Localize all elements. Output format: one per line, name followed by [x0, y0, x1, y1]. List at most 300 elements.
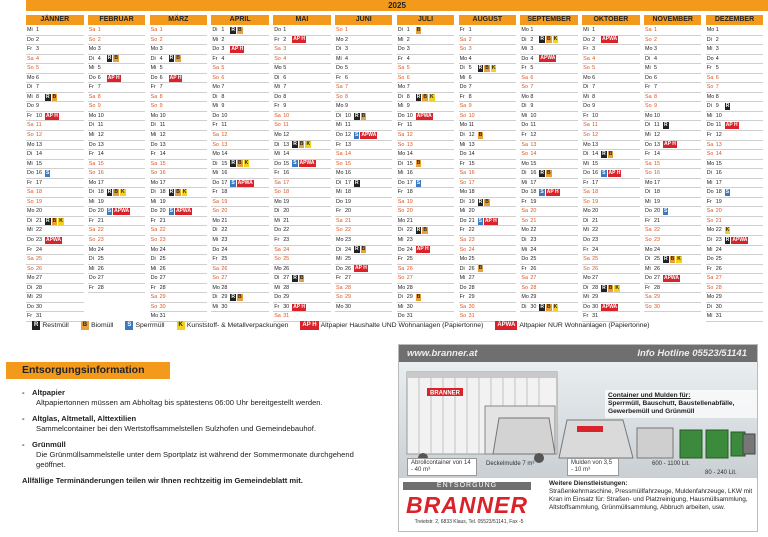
day-row [706, 293, 764, 303]
ad-services [549, 480, 753, 512]
day-number: 17 [468, 179, 475, 186]
day-number: 7 [36, 84, 39, 91]
day-row [335, 55, 393, 65]
weekday-label: So [521, 151, 528, 158]
day-row [150, 255, 208, 265]
day-row [397, 26, 455, 36]
legend-label: Altpapier NUR Wohnanlagen (Papiertonne) [519, 321, 650, 329]
day-number: 11 [468, 122, 475, 129]
day-number: 18 [36, 189, 42, 196]
weekday-label: Mi [88, 65, 95, 72]
day-number: 3 [715, 46, 719, 53]
day-number: 4 [97, 55, 101, 62]
weekday-label: Do [583, 36, 591, 43]
day-number: 31 [592, 313, 599, 320]
day-row [211, 293, 269, 303]
day-number: 23 [221, 237, 228, 244]
weekday-label: So [27, 198, 34, 205]
month-column [335, 15, 393, 322]
weekday-label: Mi [397, 103, 404, 110]
day-number: 4 [592, 55, 596, 62]
day-row [644, 236, 702, 246]
weekday-label: Sa [212, 65, 219, 72]
day-number: 22 [36, 227, 42, 234]
day-row [397, 169, 455, 179]
weekday-label: Mi [88, 132, 95, 139]
day-row [520, 102, 578, 112]
month-column [150, 15, 208, 322]
day-number: 6 [283, 74, 287, 81]
day-row [211, 236, 269, 246]
day-number: 7 [221, 84, 225, 91]
weekday-label: Sa [459, 303, 467, 310]
day-row [459, 217, 517, 227]
weekday-label: Sa [88, 27, 96, 33]
weekday-label: Sa [212, 198, 219, 205]
weekday-label: Do [335, 132, 343, 139]
day-row [88, 246, 146, 256]
day-number: 1 [221, 27, 225, 33]
day-number: 12 [97, 132, 104, 139]
day-row [706, 45, 764, 55]
day-number: 9 [653, 103, 657, 110]
day-number: 8 [406, 93, 410, 100]
weekday-label: Sa [706, 141, 714, 148]
day-number: 2 [406, 36, 410, 43]
collection-badge-apwa: APWA [602, 303, 618, 310]
weekday-label: So [644, 237, 652, 244]
collection-badge-r: R [416, 93, 421, 100]
collection-badge-r: R [107, 55, 112, 62]
weekday-label: Do [274, 294, 282, 301]
month-column [88, 15, 146, 322]
day-number: 7 [653, 84, 657, 91]
day-row [520, 141, 578, 151]
weekday-label: So [88, 237, 96, 244]
collection-badge-b: B [238, 160, 242, 167]
day-number: 1 [592, 27, 596, 33]
day-number: 27 [406, 275, 413, 282]
day-number: 2 [468, 36, 472, 43]
day-number: 13 [97, 141, 104, 148]
day-number: 10 [283, 112, 290, 119]
day-number: 22 [283, 227, 290, 234]
weekday-label: Mo [88, 246, 97, 253]
day-row [273, 150, 331, 160]
day-number: 2 [221, 36, 225, 43]
weekday-label: Mi [644, 132, 651, 139]
day-row [335, 93, 393, 103]
day-number: 1 [530, 27, 534, 33]
day-row [706, 236, 764, 246]
weekday-label: Sa [150, 294, 158, 301]
day-number: 12 [530, 132, 537, 139]
day-number: 30 [653, 303, 660, 310]
day-number: 16 [406, 170, 413, 177]
day-number: 3 [221, 46, 225, 53]
day-number: 7 [530, 84, 534, 91]
weekday-label: Do [583, 237, 591, 244]
collection-badge-s: S [231, 179, 235, 186]
weekday-label: Fr [459, 160, 465, 167]
day-number: 11 [530, 122, 536, 129]
weekday-label: So [27, 65, 34, 72]
collection-badge-b: B [416, 160, 421, 167]
day-row [397, 303, 455, 313]
weekday-label: Mo [335, 237, 344, 244]
day-row [211, 45, 269, 55]
day-row [88, 188, 146, 198]
day-number: 4 [530, 55, 534, 62]
day-number: 13 [283, 141, 290, 148]
day-row [582, 26, 640, 36]
weekday-label: Sa [583, 189, 590, 196]
day-number: 16 [530, 170, 537, 177]
day-number: 20 [468, 208, 475, 215]
day-number: 10 [530, 112, 537, 119]
day-number: 16 [715, 170, 722, 177]
day-number: 2 [530, 36, 534, 43]
weekday-label: Mo [274, 265, 282, 272]
day-number: 1 [159, 27, 163, 33]
day-row [211, 303, 269, 313]
day-number: 22 [221, 227, 228, 234]
collection-badge-s: S [46, 169, 50, 176]
collection-badge-s: S [293, 160, 297, 167]
day-row [706, 102, 764, 112]
weekday-label: Sa [397, 265, 405, 272]
weekday-label: Do [397, 313, 405, 320]
ad-url[interactable]: www.branner.at [407, 348, 478, 359]
day-row [397, 179, 455, 189]
day-row [582, 102, 640, 112]
day-number: 8 [221, 93, 225, 100]
day-number: 22 [344, 227, 351, 234]
day-row [459, 141, 517, 151]
weekday-label: Mi [583, 93, 589, 100]
day-row [150, 150, 208, 160]
day-row [397, 274, 455, 284]
weekday-label: Fr [706, 198, 712, 205]
day-number: 1 [36, 27, 39, 33]
day-number: 8 [592, 93, 596, 100]
day-number: 24 [283, 246, 290, 253]
day-row [273, 255, 331, 265]
weekday-label: Mo [212, 284, 220, 291]
collection-badge-b: B [485, 198, 489, 205]
day-row [26, 303, 84, 313]
day-row [335, 265, 393, 275]
day-row [211, 64, 269, 74]
day-row [150, 160, 208, 170]
day-number: 3 [344, 46, 348, 53]
legend-item [300, 321, 483, 330]
day-number: 26 [592, 265, 599, 272]
day-row [88, 121, 146, 131]
weekday-label: Do [644, 74, 652, 81]
day-number: 29 [715, 294, 722, 301]
day-number: 29 [36, 294, 42, 301]
day-number: 13 [592, 141, 599, 148]
day-number: 26 [530, 265, 537, 272]
day-number: 31 [159, 313, 166, 320]
day-row [26, 226, 84, 236]
day-number: 26 [36, 265, 42, 272]
weekday-label: Mi [706, 179, 713, 186]
day-row [520, 265, 578, 275]
weekday-label: Mi [274, 84, 280, 91]
weekday-label: Mi [397, 170, 404, 177]
day-number: 21 [221, 217, 228, 224]
legend-item [32, 321, 69, 330]
day-row [706, 64, 764, 74]
day-number: 17 [592, 179, 599, 186]
weekday-label: Mo [521, 294, 529, 301]
weekday-label: So [27, 132, 34, 139]
day-row [26, 217, 84, 227]
weekday-label: Di [88, 256, 94, 263]
day-row [273, 179, 331, 189]
weekday-label: Sa [706, 275, 714, 282]
day-number: 12 [468, 132, 475, 139]
day-row [211, 74, 269, 84]
day-row [397, 160, 455, 170]
weekday-label: Mi [521, 246, 528, 253]
weekday-label: Sa [459, 103, 467, 110]
day-number: 30 [592, 303, 599, 310]
day-number: 7 [592, 84, 596, 91]
day-number: 23 [715, 237, 722, 244]
day-number: 5 [159, 65, 163, 72]
day-number: 20 [653, 208, 660, 215]
weekday-label: Mo [212, 217, 220, 224]
weekday-label: Fr [150, 151, 156, 158]
day-number: 8 [468, 93, 472, 100]
day-row [644, 246, 702, 256]
day-number: 26 [653, 265, 660, 272]
day-number: 26 [344, 265, 351, 272]
legend-label: Sperrmüll [135, 321, 165, 329]
day-row [211, 217, 269, 227]
day-row [150, 188, 208, 198]
weekday-label: Fr [212, 55, 218, 62]
day-number: 15 [97, 160, 104, 167]
weekday-label: Di [150, 55, 156, 62]
day-row [335, 293, 393, 303]
day-row [150, 246, 208, 256]
day-number: 28 [159, 284, 166, 291]
day-number: 21 [653, 217, 660, 224]
collection-badge-r: R [231, 26, 236, 33]
day-row [335, 102, 393, 112]
day-row [459, 236, 517, 246]
weekday-label: Do [644, 141, 652, 148]
day-row [397, 217, 455, 227]
month-header: MAI [273, 15, 331, 25]
collection-badge-b: B [114, 189, 119, 196]
day-number: 8 [159, 93, 163, 100]
day-number: 18 [530, 189, 537, 196]
ad-services-text: Straßenkehrmaschine, Pressmüllfahrzeuge, Muldenfahrzeuge, LKW mit Kran im Einsatz für: Straßen- und Platzreinigung, Hausmüllsammlung, Altstoffsammlung, Grünmüllsammlung, Abbruch arbeiten, usw. [549, 488, 753, 511]
collection-badge-apwa: APWA [602, 36, 618, 43]
weekday-label: Di [335, 112, 342, 119]
weekday-label: So [583, 65, 590, 72]
day-number: 28 [344, 284, 351, 291]
day-number: 2 [36, 36, 39, 43]
weekday-label: So [644, 36, 652, 43]
day-row [273, 207, 331, 217]
day-number: 21 [592, 217, 599, 224]
day-number: 27 [221, 275, 228, 282]
day-row [88, 284, 146, 294]
day-row [211, 198, 269, 208]
weekday-label: Mi [27, 27, 33, 33]
weekday-label: Mi [397, 36, 404, 43]
weekday-label: Mo [397, 84, 406, 91]
day-number: 2 [97, 36, 101, 43]
weekday-label: Mi [212, 36, 219, 43]
day-number: 13 [221, 141, 228, 148]
day-row [150, 226, 208, 236]
day-row [273, 55, 331, 65]
day-row [150, 179, 208, 189]
collection-badge-r: R [354, 246, 359, 253]
day-row [150, 236, 208, 246]
day-number: 30 [283, 303, 290, 310]
weekday-label: Sa [397, 198, 405, 205]
collection-badge-k: K [553, 36, 558, 43]
weekday-label: Do [459, 284, 467, 291]
day-number: 24 [530, 246, 537, 253]
weekday-label: Mo [274, 198, 282, 205]
day-number: 10 [715, 112, 722, 119]
day-number: 7 [406, 84, 410, 91]
weekday-label: So [150, 103, 158, 110]
day-row [459, 93, 517, 103]
weekday-label: So [335, 93, 343, 100]
weekday-label: Do [706, 256, 714, 263]
day-row [520, 93, 578, 103]
weekday-label: So [644, 170, 652, 177]
day-row [706, 303, 764, 313]
day-row [520, 246, 578, 256]
weekday-label: Mo [397, 151, 406, 158]
day-row [644, 141, 702, 151]
day-number: 28 [653, 284, 660, 291]
month-column [706, 15, 764, 322]
day-number: 15 [221, 160, 228, 167]
day-row [273, 274, 331, 284]
day-row [335, 236, 393, 246]
day-number: 22 [592, 227, 599, 234]
day-number: 19 [344, 198, 351, 205]
day-row [88, 36, 146, 46]
day-row [150, 102, 208, 112]
day-row [150, 169, 208, 179]
day-number: 6 [653, 74, 657, 81]
day-number: 18 [97, 189, 104, 196]
collection-badge-r: R [602, 150, 606, 157]
weekday-label: Mo [706, 27, 715, 33]
day-row [459, 198, 517, 208]
day-row [150, 36, 208, 46]
legend-label: Restmüll [42, 321, 69, 329]
day-number: 14 [221, 151, 228, 158]
day-row [644, 121, 702, 131]
day-row [582, 36, 640, 46]
day-number: 5 [653, 65, 657, 72]
collection-badge-r: R [169, 55, 174, 62]
day-row [26, 55, 84, 65]
day-number: 4 [406, 55, 410, 62]
day-number: 11 [715, 122, 722, 129]
weekday-label: Fr [706, 65, 712, 72]
day-number: 14 [283, 151, 290, 158]
day-row [706, 169, 764, 179]
weekday-label: Fr [335, 141, 342, 148]
day-row [459, 112, 517, 122]
day-row [88, 83, 146, 93]
day-row [644, 284, 702, 294]
weekday-label: Sa [521, 275, 528, 282]
day-row [459, 160, 517, 170]
weekday-label: Fr [27, 246, 33, 253]
day-row [211, 179, 269, 189]
branner-advert [398, 344, 758, 532]
day-row [211, 36, 269, 46]
collection-badge-k: K [59, 217, 63, 224]
day-number: 19 [97, 198, 104, 205]
weekday-label: Di [521, 170, 527, 177]
weekday-label: Sa [644, 93, 652, 100]
day-number: 5 [715, 65, 719, 72]
day-number: 3 [530, 46, 534, 53]
day-number: 9 [283, 103, 287, 110]
weekday-label: Mi [706, 313, 713, 320]
day-number: 13 [530, 141, 537, 148]
ad-containers-title: Container und Mulden für: [608, 392, 691, 399]
day-row [520, 121, 578, 131]
weekday-label: Fr [521, 198, 527, 205]
day-row [273, 217, 331, 227]
day-number: 5 [36, 65, 39, 72]
day-row [88, 55, 146, 65]
day-number: 16 [221, 170, 228, 177]
day-row [582, 150, 640, 160]
day-row [644, 74, 702, 84]
weekday-label: Sa [644, 160, 652, 167]
day-number: 25 [159, 256, 166, 263]
weekday-label: Do [150, 74, 158, 81]
weekday-label: Sa [335, 84, 343, 91]
day-number: 28 [221, 284, 228, 291]
weekday-label: Di [397, 160, 403, 167]
day-number: 27 [36, 275, 42, 282]
day-row [706, 265, 764, 275]
legend-badge-apwa: APWA [497, 321, 516, 328]
day-row [582, 141, 640, 151]
day-row [273, 64, 331, 74]
day-row [88, 26, 146, 36]
day-number: 24 [592, 246, 599, 253]
day-number: 22 [653, 227, 660, 234]
weekday-label: Sa [644, 227, 652, 234]
weekday-label: Do [335, 265, 343, 272]
day-number: 28 [592, 284, 599, 291]
legend-item [495, 321, 649, 330]
day-number: 10 [221, 112, 228, 119]
weekday-label: Do [521, 189, 529, 196]
